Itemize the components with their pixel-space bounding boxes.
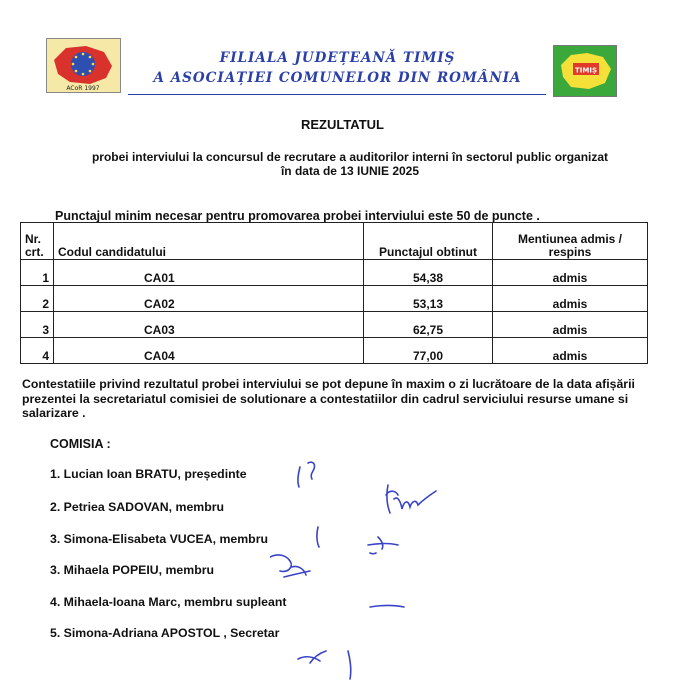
contestation-note: Contestatiile privind rezultatul probei interviului se pot depune în maxim o zi lucrătoare de la data afișării prezentei la secretariatul comisiei de solutionare a contestatiilor din cadrul serviciului resurse umane si salarizare . xyxy=(22,377,635,420)
committee-member: 2. Petriea SADOVAN, membru xyxy=(50,500,225,514)
row-nr: 4 xyxy=(21,338,54,364)
committee-member: 1. Lucian Ioan BRATU, președinte xyxy=(50,467,247,481)
committee-member: 3. Simona-Elisabeta VUCEA, membru xyxy=(50,532,268,546)
signatures xyxy=(270,455,500,690)
right-logo-text: TIMIȘ xyxy=(575,66,597,75)
row-nr: 1 xyxy=(21,260,54,286)
header-line-2: A ASOCIAȚIEI COMUNELOR DIN ROMÂNIA xyxy=(153,70,522,86)
row-code: CA03 xyxy=(54,312,364,338)
row-mention: admis xyxy=(493,338,648,364)
committee-heading: COMISIA : xyxy=(50,437,111,451)
acor-logo xyxy=(46,38,121,93)
page-title: REZULTATUL xyxy=(300,117,385,132)
header-score: Punctajul obtinut xyxy=(364,223,493,260)
table-row xyxy=(21,260,648,286)
row-score: 62,75 xyxy=(364,312,493,338)
header-line-1: FILIALA JUDEȚEANĂ TIMIȘ xyxy=(219,50,456,66)
header-nr: Nr. crt. xyxy=(21,223,54,260)
subtitle-line-2: în data de 13 IUNIE 2025 xyxy=(280,164,420,178)
committee-member: 3. Mihaela POPEIU, membru xyxy=(50,563,215,577)
row-code: CA04 xyxy=(54,338,364,364)
row-nr: 3 xyxy=(21,312,54,338)
table-row xyxy=(21,286,648,312)
row-score: 54,38 xyxy=(364,260,493,286)
signature-member-1 xyxy=(386,485,436,513)
table-header-row xyxy=(21,223,648,260)
results-table xyxy=(20,222,648,364)
table-row xyxy=(21,338,648,364)
committee-member: 5. Simona-Adriana APOSTOL , Secretar xyxy=(50,626,280,640)
row-mention: admis xyxy=(493,312,648,338)
signature-member-3 xyxy=(270,544,398,578)
row-nr: 2 xyxy=(21,286,54,312)
table-row xyxy=(21,312,648,338)
header-code: Codul candidatului xyxy=(54,223,364,260)
row-code: CA02 xyxy=(54,286,364,312)
signature-president xyxy=(298,462,315,487)
committee-member: 4. Mihaela-Ioana Marc, membru supleant xyxy=(50,595,287,609)
row-score: 77,00 xyxy=(364,338,493,364)
left-logo-text: ACoR 1997 xyxy=(66,85,100,92)
min-score-note: Punctajul minim necesar pentru promovarea probei interviului este 50 de puncte . xyxy=(55,209,540,223)
row-code: CA01 xyxy=(54,260,364,286)
signature-secretary xyxy=(298,651,351,679)
signature-member-4 xyxy=(370,606,404,608)
header-divider xyxy=(128,94,546,95)
timis-logo xyxy=(553,45,617,97)
subtitle xyxy=(40,150,660,178)
row-score: 53,13 xyxy=(364,286,493,312)
signature-member-2 xyxy=(317,527,383,554)
header-mention: Mentiunea admis / respins xyxy=(493,223,648,260)
subtitle-line-1: probei interviului la concursul de recrutare a auditorilor interni în sectorul public organizat xyxy=(91,150,609,164)
row-mention: admis xyxy=(493,286,648,312)
row-mention: admis xyxy=(493,260,648,286)
